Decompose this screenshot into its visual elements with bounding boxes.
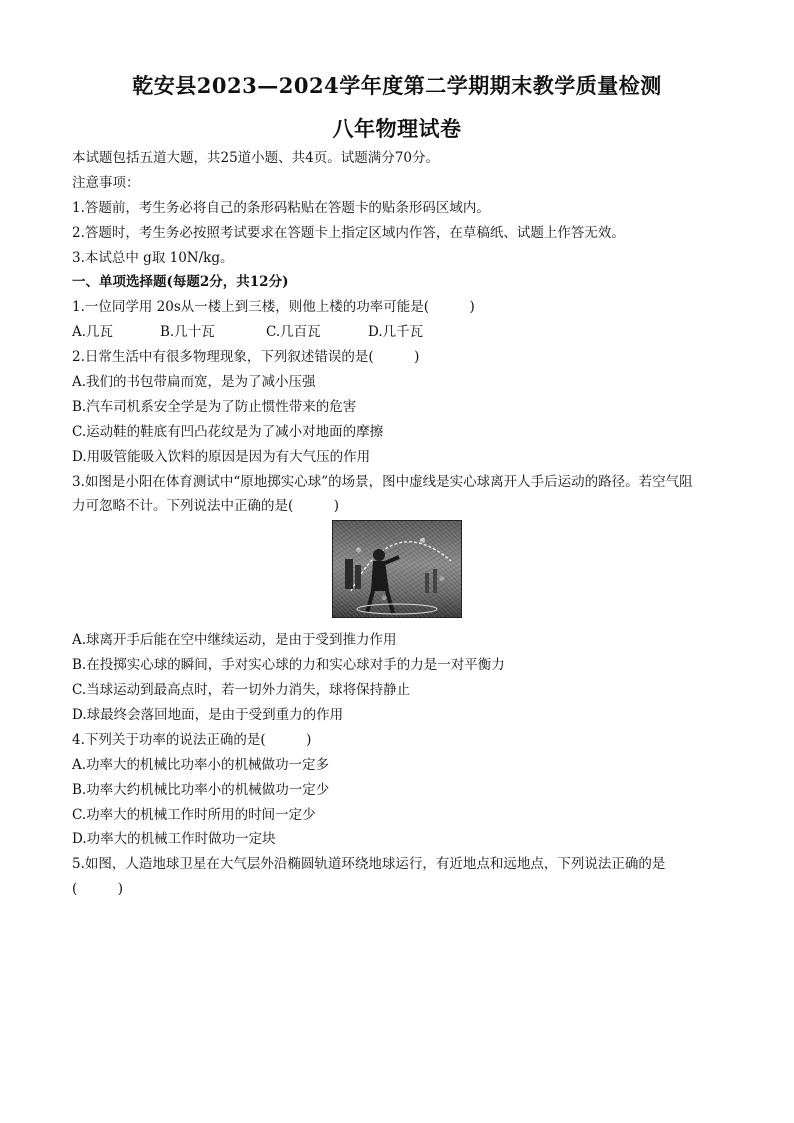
option-c: C.功率大的机械工作时所用的时间一定少 xyxy=(72,806,316,823)
question-2-stem: 2.日常生活中有很多物理现象，下列叙述错误的是( ) xyxy=(72,349,420,366)
notes-heading: 注意事项： xyxy=(72,174,140,191)
option-d: D.几千瓦 xyxy=(368,324,424,341)
option-b: B.在投掷实心球的瞬间，手对实心球的力和实心球对手的力是一对平衡力 xyxy=(72,657,505,674)
question-3-stem: 3.如图是小阳在体育测试中“原地掷实心球”的场景，图中虚线是实心球离开人手后运动的路径。若空气阻 xyxy=(72,473,693,490)
option-a: A.球离开手后能在空中继续运动，是由于受到推力作用 xyxy=(72,632,397,649)
note-item: 1.答题前，考生务必将自己的条形码粘贴在答题卡的贴条形码区域内。 xyxy=(72,199,490,216)
option-c: C.运动鞋的鞋底有凹凸花纹是为了减小对地面的摩擦 xyxy=(72,423,384,440)
option-a: A.我们的书包带扁而宽，是为了减小压强 xyxy=(72,374,316,391)
option-b: B.几十瓦 xyxy=(160,324,215,341)
option-b: B.功率大约机械比功率小的机械做功一定少 xyxy=(72,781,330,798)
shot-put-photo xyxy=(332,520,462,618)
section-heading: 一、单项选择题(每题2分，共12分) xyxy=(72,274,289,291)
option-c: C.几百瓦 xyxy=(266,324,321,341)
question-1-options xyxy=(72,320,722,345)
option-a: A.功率大的机械比功率小的机械做功一定多 xyxy=(72,756,330,773)
option-d: D.功率大的机械工作时做功一定块 xyxy=(72,831,276,848)
option-d: D.用吸管能吸入饮料的原因是因为有大气压的作用 xyxy=(72,448,371,465)
exam-title: 乾安县2023—2024学年度第二学期期末教学质量检测 xyxy=(132,73,662,98)
exam-subtitle: 八年物理试卷 xyxy=(332,116,462,141)
exam-body xyxy=(72,146,722,902)
note-item: 3.本试总中 g取 10N/kg。 xyxy=(72,249,234,266)
figure-area xyxy=(72,520,722,622)
question-5-stem-cont: ( ) xyxy=(72,881,124,898)
option-d: D.球最终会落回地面，是由于受到重力的作用 xyxy=(72,707,344,724)
option-c: C.当球运动到最高点时，若一切外力消失，球将保持静止 xyxy=(72,682,411,699)
question-1-stem: 1.一位同学用 20s从一楼上到三楼，则他上楼的功率可能是( ) xyxy=(72,299,475,316)
note-item: 2.答题时，考生务必按照考试要求在答题卡上指定区域内作答，在草稿纸、试题上作答无效。 xyxy=(72,224,625,241)
question-4-stem: 4.下列关于功率的说法正确的是( ) xyxy=(72,731,312,748)
intro-text: 本试题包括五道大题，共25道小题、共4页。试题满分70分。 xyxy=(72,150,439,166)
option-b: B.汽车司机系安全学是为了防止惯性带来的危害 xyxy=(72,398,357,415)
question-5-stem: 5.如图，人造地球卫星在大气层外沿椭圆轨道环绕地球运行，有近地点和远地点，下列说法正确的是 xyxy=(72,856,666,873)
option-a: A.几瓦 xyxy=(72,324,114,341)
question-3-stem-cont: 力可忽略不计。下列说法中正确的是( ) xyxy=(72,498,340,515)
